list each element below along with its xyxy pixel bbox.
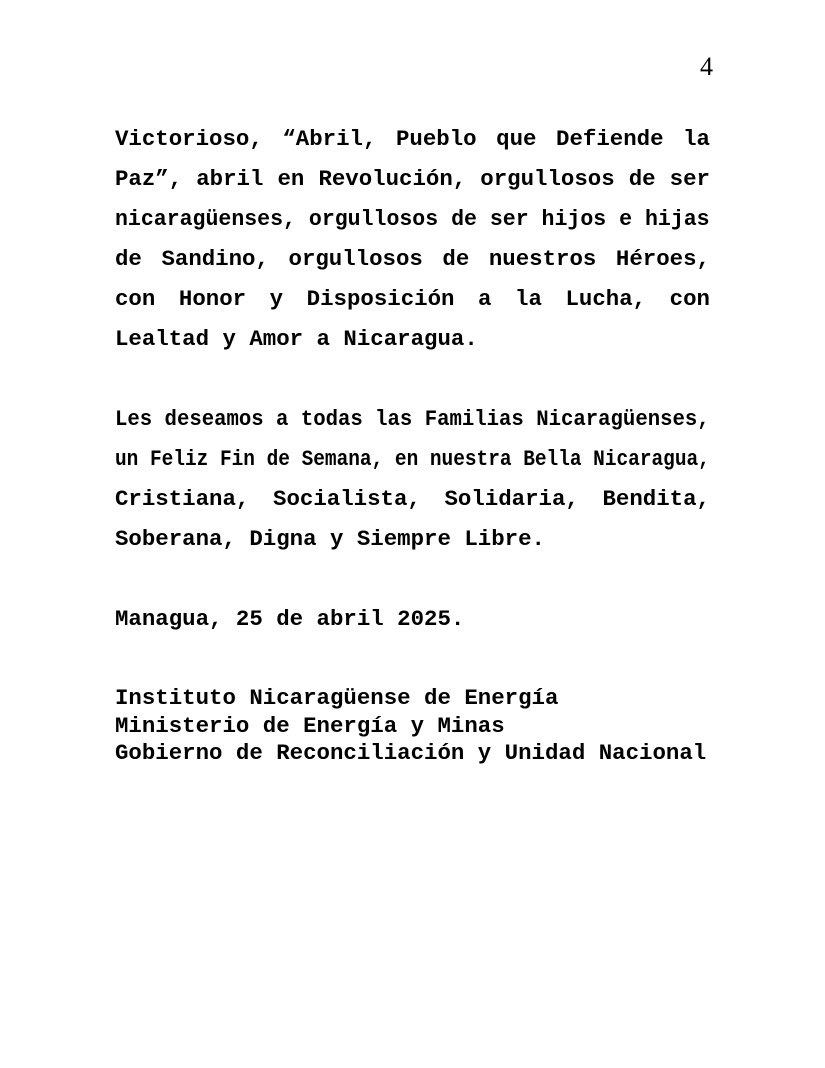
text-line: Victorioso, “Abril, Pueblo que Defiende la (115, 126, 710, 152)
condensed-text: un Feliz Fin de Semana, en nuestra Bella Nicaragua, (115, 446, 710, 472)
text-line: de Sandino, orgullosos de nuestros Héroes, (115, 246, 710, 272)
dateline-text: Managua, 25 de abril 2025. (115, 606, 465, 632)
text-line (115, 199, 710, 239)
condensed-text: Les deseamos a todas las Familias Nicaragüenses, (115, 406, 710, 432)
text-line: con Honor y Disposición a la Lucha, con (115, 286, 710, 312)
text-line: Lealtad y Amor a Nicaragua. (115, 326, 478, 352)
page-number: 4 (700, 52, 713, 81)
signature-line-institute: Instituto Nicaragüense de Energía (115, 685, 559, 711)
document-body (115, 0, 710, 768)
paragraph-victorioso (115, 119, 710, 359)
text-line: Cristiana, Socialista, Solidaria, Bendita, (115, 486, 710, 512)
signature-block (115, 685, 710, 768)
signature-line-government: Gobierno de Reconciliación y Unidad Nacional (115, 740, 707, 766)
paragraph-deseos (115, 399, 710, 559)
paragraph-dateline (115, 599, 710, 639)
condensed-text: nicaragüenses, orgullosos de ser hijos e hijas (115, 206, 710, 232)
text-line (115, 399, 710, 439)
signature-line-ministry: Ministerio de Energía y Minas (115, 712, 505, 739)
text-line (115, 439, 710, 479)
text-line: Soberana, Digna y Siempre Libre. (115, 526, 545, 552)
text-line: Paz”, abril en Revolución, orgullosos de ser (115, 166, 710, 192)
